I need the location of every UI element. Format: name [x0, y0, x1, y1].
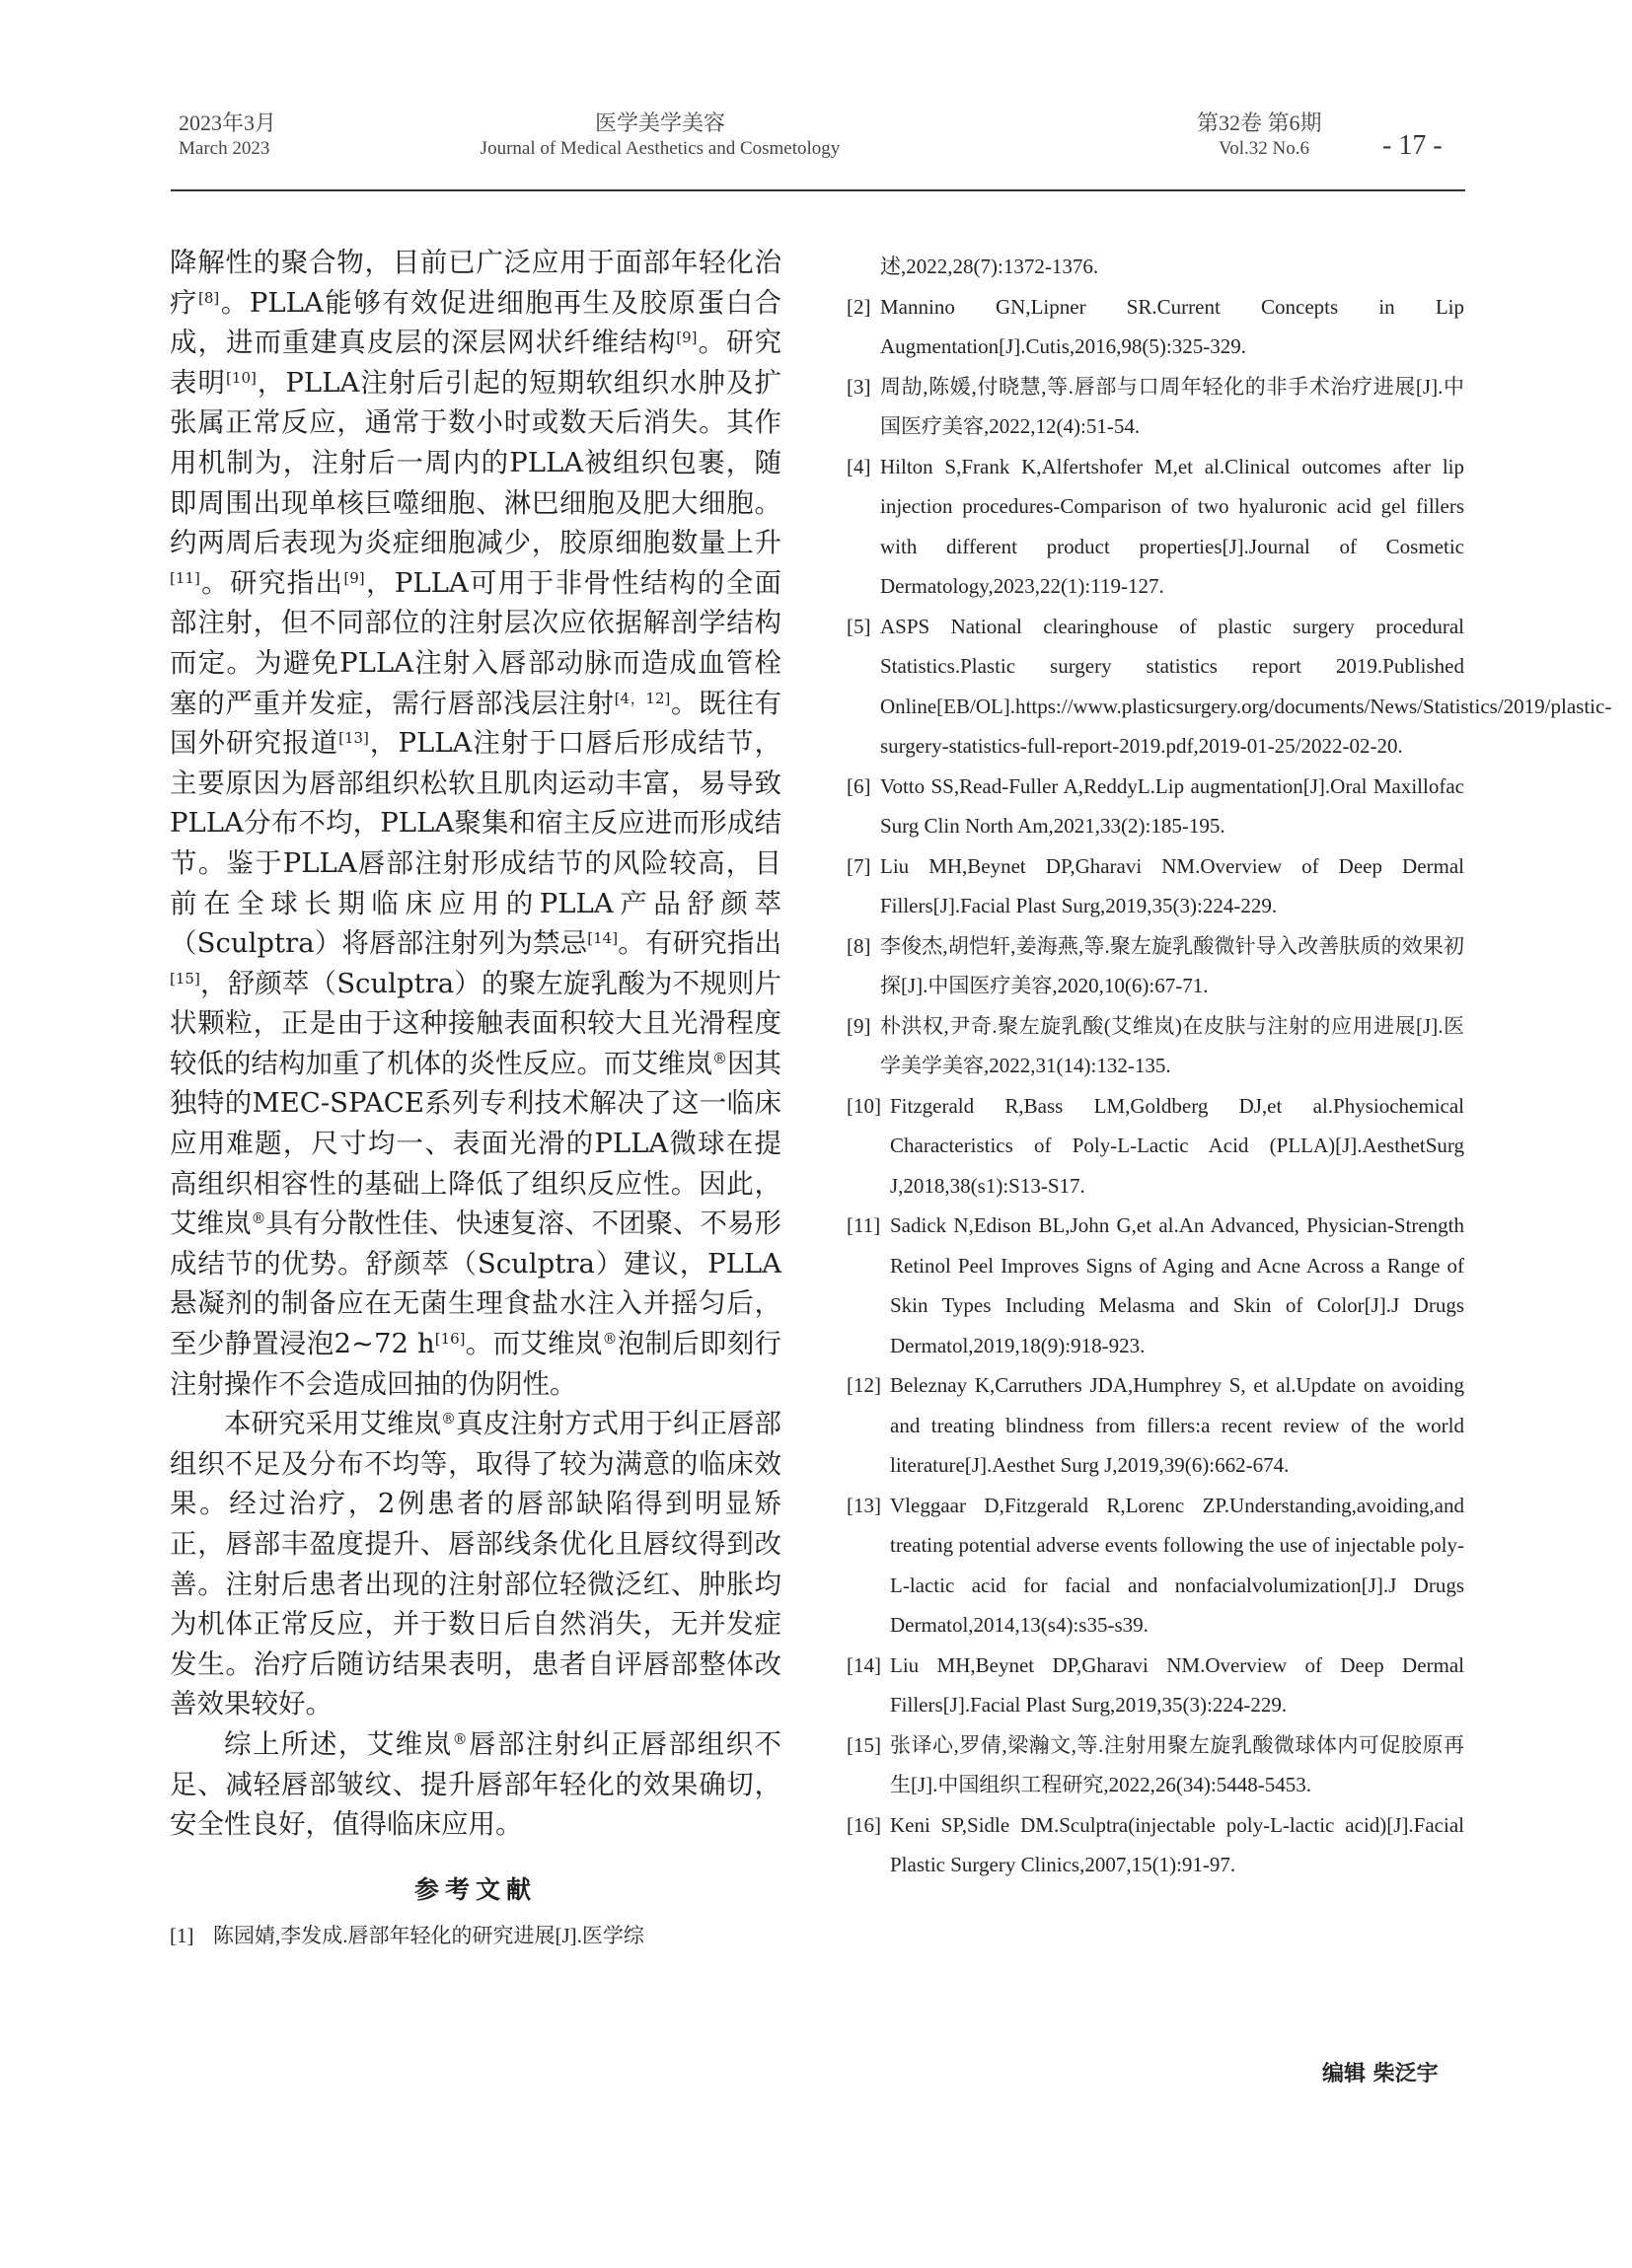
paragraph-text: 综上所述，艾维岚 [224, 1727, 453, 1760]
paragraph-text: ，PLLA注射后引起的短期软组织水肿及扩张属正常反应，通常于数小时或数天后消失。其作用机制为，注射后一周内的PLLA被组织包裹，随即周围出现单核巨噬细胞、淋巴细胞及肥大细胞。约两周后表现为炎症细胞减少，胶原细胞数量上升 [170, 366, 782, 559]
reference-item-10 [847, 1086, 1464, 1207]
reference-item-15 [847, 1725, 1464, 1805]
reference-item-1-continued [847, 247, 1464, 287]
paragraph-text: ，PLLA可用于非骨性结构的全面部注射，但不同部位的注射层次应依据解剖学结构而定。为避免PLLA注射入唇部动脉而造成血管栓塞的严重并发症，需行唇部浅层注射 [170, 566, 782, 719]
paragraph-text: 因其独特的MEC-SPACE系列专利技术解决了这一临床应用难题，尺寸均一、表面光滑的PLLA微球在提高组织相容性的基础上降低了组织反应性。因此，艾维岚 [170, 1047, 781, 1240]
header-rule [171, 189, 1465, 191]
citation-superscript: [11] [170, 568, 200, 587]
reference-text: Fitzgerald R,Bass LM,Goldberg DJ,et al.Physiochemical Characteristics of Poly-L-Lactic Acid (PLLA)[J].AesthetSurg J,2018,38(s1):S13-S17. [890, 1093, 1464, 1198]
reference-number: [8] [847, 933, 871, 958]
reference-text: Liu MH,Beynet DP,Gharavi NM.Overview of Deep Dermal Fillers[J].Facial Plast Surg,2019,35(3):224-229. [880, 853, 1464, 917]
reference-text: ASPS National clearinghouse of plastic surgery procedural Statistics.Plastic surgery statistics report 2019.Published Online[EB/OL].https://www.plasticsurgery.org/documents/News/Statistics/2019/plastic-surgery-statistics-full-report-2019.pdf,2019-01-25/2022-02-20. [880, 614, 1612, 758]
paragraph-text: 泡制后即刻行注射操作不会造成回抽的伪阴性。 [170, 1328, 782, 1400]
paragraph-text: 降解性的聚合物，目前已广泛应用于面部年轻化治疗 [170, 247, 781, 319]
right-column [847, 247, 1612, 1885]
header-journal-en: Journal of Medical Aesthetics and Cosmetology [480, 138, 841, 159]
references-heading: 参考文献 [413, 1874, 537, 1904]
paragraph-text: 真皮注射方式用于纠正唇部组织不足及分布不均等，取得了较为满意的临床效果。经过治疗，2例患者的唇部缺陷得到明显矫正，唇部丰盈度提升、唇部线条优化且唇纹得到改善。注射后患者出现的注射部位轻微泛红、肿胀均为机体正常反应，并于数日后自然消失，无并发症发生。治疗后随访结果表明，患者自评唇部整体改善效果较好。 [170, 1408, 781, 1720]
reference-text: Hilton S,Frank K,Alfertshofer M,et al.Clinical outcomes after lip injection procedures-Comparison of two hyaluronic acid gel fillers with different product properties[J].Journal of Cosmetic Dermatology,2023,22(1):119-127. [880, 454, 1464, 598]
header-date-en: March 2023 [179, 138, 270, 159]
reference-item-14 [847, 1646, 1464, 1725]
reference-item-5 [847, 607, 1612, 767]
citation-superscript: [15] [170, 969, 200, 988]
citation-superscript: ® [712, 1049, 727, 1067]
citation-superscript: [8] [198, 288, 220, 307]
citation-superscript: ® [602, 1330, 618, 1349]
paragraph-text: 本研究采用艾维岚 [224, 1408, 441, 1440]
reference-number: [15] [847, 1732, 881, 1757]
citation-superscript: [16] [434, 1330, 466, 1349]
paragraph-text: 。研究表明 [170, 327, 782, 399]
reference-text: Mannino GN,Lipner SR.Current Concepts in Lip Augmentation[J].Cutis,2016,98(5):325-329. [880, 294, 1464, 358]
reference-item-13 [847, 1486, 1464, 1646]
page-header [171, 99, 1465, 192]
reference-text: 陈园婧,李发成.唇部年轻化的研究进展[J].医学综 [213, 1923, 644, 1947]
paragraph-text: ，PLLA注射于口唇后形成结节，主要原因为唇部组织松软且肌肉运动丰富，易导致PLLA分布不均，PLLA聚集和宿主反应进而形成结节。鉴于PLLA唇部注射形成结节的风险较高，目前在全球长期临床应用的PLLA产品舒颜萃（Sculptra）将唇部注射列为禁忌 [170, 727, 782, 960]
citation-superscript: ® [452, 1729, 468, 1748]
reference-number: [11] [847, 1213, 881, 1237]
citation-superscript: [10] [226, 368, 257, 387]
body-paragraph-1 [170, 243, 781, 1404]
citation-superscript: [14] [587, 929, 619, 948]
reference-item-4 [847, 447, 1464, 607]
header-issue-en: Vol.32 No.6 [1219, 138, 1310, 159]
reference-number: [7] [847, 853, 871, 878]
header-issue-cn: 第32卷 第6期 [1197, 110, 1322, 135]
editor-credit: 编辑 柴泛宇 [1322, 2062, 1439, 2086]
reference-item-12 [847, 1365, 1464, 1486]
citation-superscript: [9] [676, 329, 698, 347]
reference-text: Sadick N,Edison BL,John G,et al.An Advanced, Physician-Strength Retinol Peel Improves Signs of Aging and Acne Across a Range of Skin Types Including Melasma and Skin of Color[J].J Drugs Dermatol,2019,18(9):918-923. [890, 1213, 1464, 1357]
paragraph-text: 。有研究指出 [618, 927, 781, 960]
reference-number: [6] [847, 773, 871, 798]
left-column [170, 243, 781, 1955]
reference-number: [2] [847, 294, 871, 319]
citation-superscript: [9] [343, 568, 365, 587]
reference-number: [14] [847, 1652, 881, 1677]
reference-text: Votto SS,Read-Fuller A,ReddyL.Lip augmentation[J].Oral Maxillofac Surg Clin North Am,2021,33(2):185-195. [880, 773, 1464, 838]
paragraph-text: 唇部注射纠正唇部组织不足、减轻唇部皱纹、提升唇部年轻化的效果确切，安全性良好，值得临床应用。 [170, 1727, 781, 1841]
reference-text: 朴洪权,尹奇.聚左旋乳酸(艾维岚)在皮肤与注射的应用进展[J].医学美学美容,2022,31(14):132-135. [880, 1013, 1464, 1077]
citation-superscript: [4，12] [614, 689, 671, 707]
paragraph-text: 。既往有国外研究报道 [170, 687, 782, 760]
citation-superscript: ® [251, 1209, 266, 1228]
reference-number: [13] [847, 1493, 881, 1517]
paragraph-text: 。而艾维岚 [465, 1328, 603, 1360]
reference-number: [5] [847, 614, 871, 638]
reference-number: [1] [170, 1923, 194, 1947]
reference-text: 李俊杰,胡恺轩,姜海燕,等.聚左旋乳酸微针导入改善肤质的效果初探[J].中国医疗美容,2020,10(6):67-71. [880, 933, 1464, 997]
reference-text: Keni SP,Sidle DM.Sculptra(injectable poly-L-lactic acid)[J].Facial Plastic Surgery Clinics,2007,15(1):91-97. [890, 1812, 1464, 1876]
reference-text: 周劼,陈媛,付晓慧,等.唇部与口周年轻化的非手术治疗进展[J].中国医疗美容,2022,12(4):51-54. [880, 374, 1464, 438]
reference-number: [4] [847, 454, 871, 478]
paragraph-text: ，舒颜萃（Sculptra）的聚左旋乳酸为不规则片状颗粒，正是由于这种接触表面积较大且光滑程度较低的结构加重了机体的炎性反应。而艾维岚 [170, 967, 781, 1079]
body-paragraph-3 [170, 1724, 781, 1845]
reference-item-9 [847, 1006, 1464, 1086]
reference-item-2 [847, 287, 1464, 367]
reference-item-11 [847, 1206, 1464, 1365]
reference-text: Vleggaar D,Fitzgerald R,Lorenc ZP.Understanding,avoiding,and treating potential adverse events following the use of injectable poly-L-lactic acid for facial and nonfacialvolumization[J].J Drugs Dermatol,2014,13(s4):s35-s39. [890, 1493, 1464, 1637]
body-paragraph-2 [170, 1404, 781, 1724]
reference-item-6 [847, 767, 1464, 846]
reference-number: [10] [847, 1093, 881, 1118]
reference-item-1 [170, 1916, 781, 1956]
reference-text: 述,2022,28(7):1372-1376. [880, 255, 1099, 278]
reference-text: 张译心,罗倩,梁瀚文,等.注射用聚左旋乳酸微球体内可促胶原再生[J].中国组织工程研究,2022,26(34):5448-5453. [890, 1732, 1464, 1796]
reference-number: [3] [847, 374, 871, 399]
reference-number: [9] [847, 1013, 871, 1038]
reference-item-7 [847, 846, 1464, 926]
reference-item-16 [847, 1805, 1464, 1885]
reference-text: Liu MH,Beynet DP,Gharavi NM.Overview of Deep Dermal Fillers[J].Facial Plast Surg,2019,35(3):224-229. [890, 1652, 1464, 1717]
reference-text: Beleznay K,Carruthers JDA,Humphrey S, et al.Update on avoiding and treating blindness from fillers:a recent review of the world literature[J].Aesthet Surg J,2019,39(6):662-674. [890, 1373, 1464, 1477]
reference-number: [16] [847, 1812, 881, 1837]
page-number: - 17 - [1382, 130, 1443, 161]
header-date-cn: 2023年3月 [179, 110, 277, 135]
reference-number: [12] [847, 1373, 881, 1397]
reference-list [847, 287, 1612, 1885]
reference-item-8 [847, 926, 1464, 1006]
paragraph-text: 。PLLA能够有效促进细胞再生及胶原蛋白合成，进而重建真皮层的深层网状纤维结构 [170, 286, 782, 359]
header-journal-cn: 医学美学美容 [594, 110, 725, 135]
citation-superscript: [13] [338, 729, 369, 748]
reference-item-3 [847, 367, 1464, 447]
paragraph-text: 具有分散性佳、快速复溶、不团聚、不易形成结节的优势。舒颜萃（Sculptra）建议，PLLA悬凝剂的制备应在无菌生理食盐水注入并摇匀后，至少静置浸泡2~72 h [170, 1207, 781, 1360]
citation-superscript: ® [441, 1410, 456, 1428]
paragraph-text: 。研究指出 [199, 566, 344, 599]
